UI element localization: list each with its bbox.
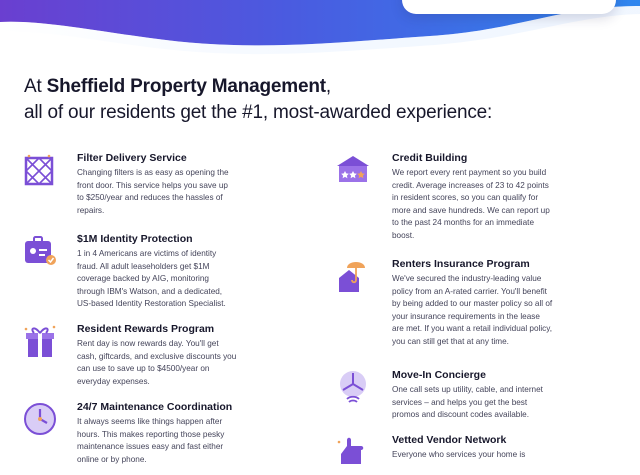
feature-description: Changing filters is as easy as opening the front door. This service helps you save up to $250/year and reduces the hassles of repairs.: [77, 168, 229, 215]
feature-description: Everyone who services your home is: [392, 450, 526, 459]
feature-title: 24/7 Maintenance Coordination: [77, 401, 233, 413]
feature-description: It always seems like things happen after hours. This makes reporting those pesky maintenance issues easy and fast either online or by phone.: [77, 417, 225, 464]
thumbs-up-house-icon: [335, 434, 371, 470]
feature-title: Filter Delivery Service: [77, 152, 187, 164]
hero-banner: [0, 0, 640, 62]
headline-suffix: ,: [325, 76, 331, 97]
headline-line-1: [24, 74, 624, 100]
feature-description: We've secured the industry-leading value policy from an A-rated carrier. You'll benefit by being added to our master policy so all of your insurance requirements in the lease are met. If you want a retail individual policy, you can still get that at any time.: [392, 274, 553, 346]
page-headline: [24, 74, 624, 126]
headline-prefix: At: [24, 76, 47, 97]
feature-title: Renters Insurance Program: [392, 258, 530, 270]
feature-title: Credit Building: [392, 152, 468, 164]
feature-description: Rent day is now rewards day. You'll get cash, giftcards, and exclusive discounts you can use to save up to $4500/year on everyday expenses.: [77, 339, 237, 386]
feature-title: Resident Rewards Program: [77, 323, 215, 335]
umbrella-house-icon: [335, 258, 371, 294]
feature-title: Move-In Concierge: [392, 369, 486, 381]
feature-description: We report every rent payment so you build credit. Average increases of 23 to 42 points in resident scores, so you can qualify for more and save hundreds. We can report up to the past 24 months for an immediate boost.: [392, 168, 550, 240]
feature-description: 1 in 4 Americans are victims of identity fraud. All adult leaseholders get $1M coverage backed by AIG, monitoring through IBM's Watson, and a dedicated, US-based Identity Restoration Specialist.: [77, 249, 226, 308]
id-badge-shield-icon: [22, 233, 58, 269]
hero-card: [402, 0, 616, 14]
feature-title: Vetted Vendor Network: [392, 434, 507, 446]
air-filter-icon: [22, 152, 58, 188]
gift-box-icon: [22, 323, 58, 359]
credit-card-stars-icon: [335, 152, 371, 188]
feature-description: One call sets up utility, cable, and internet services – and helps you get the best promos and discount codes available.: [392, 385, 543, 419]
company-name: Sheffield Property Management: [46, 76, 326, 97]
utilities-wifi-icon: [335, 369, 371, 405]
clock-wrench-icon: [22, 401, 58, 437]
feature-title: $1M Identity Protection: [77, 233, 193, 245]
headline-line-2: all of our residents get the #1, most-awarded experience:: [24, 102, 493, 123]
